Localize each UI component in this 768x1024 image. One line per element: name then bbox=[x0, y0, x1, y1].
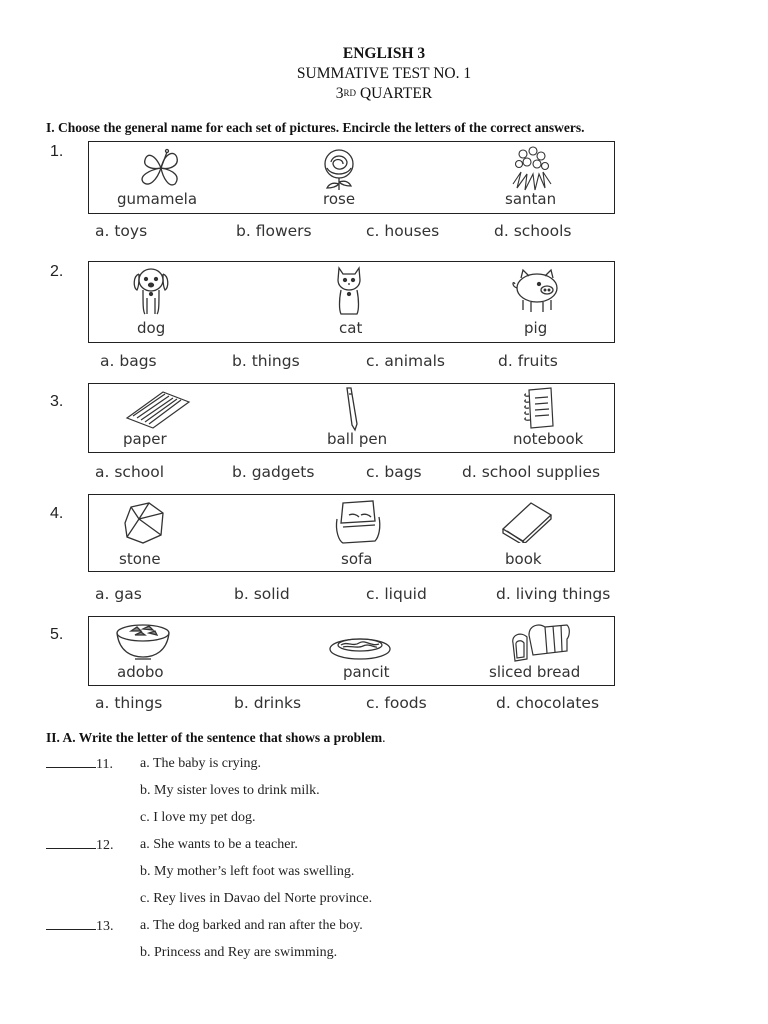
santan-flower-icon bbox=[507, 144, 555, 192]
cat-icon bbox=[333, 264, 365, 318]
item-number: 2. bbox=[50, 263, 64, 280]
sliced-bread-icon bbox=[509, 619, 571, 663]
choice-b[interactable]: b. things bbox=[232, 352, 300, 370]
picture-label: adobo bbox=[117, 663, 164, 681]
item-number: 1. bbox=[50, 143, 64, 160]
option-a: a. She wants to be a teacher. bbox=[140, 837, 298, 852]
choice-c[interactable]: c. foods bbox=[366, 694, 427, 712]
dog-icon bbox=[129, 264, 173, 318]
choice-b[interactable]: b. gadgets bbox=[232, 463, 315, 481]
picture-label: santan bbox=[505, 190, 557, 208]
picture-label: pig bbox=[524, 319, 548, 337]
hibiscus-flower-icon bbox=[137, 146, 185, 190]
choice-a[interactable]: a. things bbox=[95, 694, 163, 712]
stone-icon bbox=[119, 501, 167, 545]
answer-blank[interactable] bbox=[46, 837, 96, 849]
choice-d[interactable]: d. living things bbox=[496, 585, 611, 603]
picture-label: paper bbox=[123, 430, 167, 448]
picture-label: sliced bread bbox=[489, 663, 581, 681]
test-header bbox=[0, 44, 768, 104]
part2-instruction: II. A. Write the letter of the sentence that shows a problem. bbox=[46, 730, 386, 745]
choice-a[interactable]: a. bags bbox=[100, 352, 157, 370]
adobo-bowl-icon bbox=[113, 621, 173, 661]
picture-label: dog bbox=[137, 319, 166, 337]
picture-box-4 bbox=[88, 494, 615, 572]
option-c: c. I love my pet dog. bbox=[140, 810, 256, 825]
picture-label: sofa bbox=[341, 550, 373, 568]
picture-label: stone bbox=[119, 550, 161, 568]
quarter-title: 3RD QUARTER bbox=[335, 85, 433, 102]
subject-title: ENGLISH 3 bbox=[342, 45, 426, 62]
ball-pen-icon bbox=[343, 386, 361, 432]
picture-label: rose bbox=[323, 190, 356, 208]
answer-blank[interactable] bbox=[46, 756, 96, 768]
choice-d[interactable]: d. schools bbox=[494, 222, 572, 240]
picture-label: ball pen bbox=[327, 430, 388, 448]
choice-b[interactable]: b. drinks bbox=[234, 694, 302, 712]
choice-c[interactable]: c. animals bbox=[366, 352, 445, 370]
choice-b[interactable]: b. flowers bbox=[236, 222, 312, 240]
option-b: b. My sister loves to drink milk. bbox=[140, 783, 320, 798]
item-number: 4. bbox=[50, 505, 64, 522]
test-title: SUMMATIVE TEST NO. 1 bbox=[296, 65, 472, 82]
sofa-icon bbox=[333, 497, 383, 547]
picture-label: pancit bbox=[343, 663, 390, 681]
choice-a[interactable]: a. toys bbox=[95, 222, 148, 240]
picture-box-3 bbox=[88, 383, 615, 453]
choice-d[interactable]: d. fruits bbox=[498, 352, 558, 370]
answer-line-11[interactable]: 11. bbox=[46, 756, 113, 773]
answer-line-13[interactable]: 13. bbox=[46, 918, 114, 935]
book-icon bbox=[499, 499, 555, 543]
picture-label: cat bbox=[339, 319, 363, 337]
choice-a[interactable]: a. gas bbox=[95, 585, 142, 603]
answer-line-12[interactable]: 12. bbox=[46, 837, 114, 854]
option-a: a. The baby is crying. bbox=[140, 756, 262, 771]
option-a: a. The dog barked and ran after the boy. bbox=[140, 918, 363, 933]
part1-instruction: I. Choose the general name for each set of pictures. Encircle the letters of the correct answers. bbox=[46, 120, 585, 135]
choice-a[interactable]: a. school bbox=[95, 463, 165, 481]
picture-box-2 bbox=[88, 261, 615, 343]
option-b: b. Princess and Rey are swimming. bbox=[140, 945, 338, 960]
choice-c[interactable]: c. bags bbox=[366, 463, 422, 481]
choice-c[interactable]: c. houses bbox=[366, 222, 440, 240]
option-c: c. Rey lives in Davao del Norte province. bbox=[140, 891, 373, 906]
choice-c[interactable]: c. liquid bbox=[366, 585, 427, 603]
rose-flower-icon bbox=[317, 146, 361, 192]
picture-box-1 bbox=[88, 141, 615, 214]
picture-label: gumamela bbox=[117, 190, 198, 208]
picture-label: notebook bbox=[513, 430, 584, 448]
item-number: 5. bbox=[50, 626, 64, 643]
pig-icon bbox=[509, 266, 565, 316]
choice-d[interactable]: d. school supplies bbox=[462, 463, 601, 481]
pancit-plate-icon bbox=[327, 633, 393, 661]
item-number: 3. bbox=[50, 393, 64, 410]
answer-blank[interactable] bbox=[46, 918, 96, 930]
notebook-icon bbox=[521, 386, 557, 430]
picture-box-5 bbox=[88, 616, 615, 686]
choice-d[interactable]: d. chocolates bbox=[496, 694, 600, 712]
option-b: b. My mother’s left foot was swelling. bbox=[140, 864, 355, 879]
paper-icon bbox=[123, 388, 193, 430]
picture-label: book bbox=[505, 550, 542, 568]
choice-b[interactable]: b. solid bbox=[234, 585, 290, 603]
